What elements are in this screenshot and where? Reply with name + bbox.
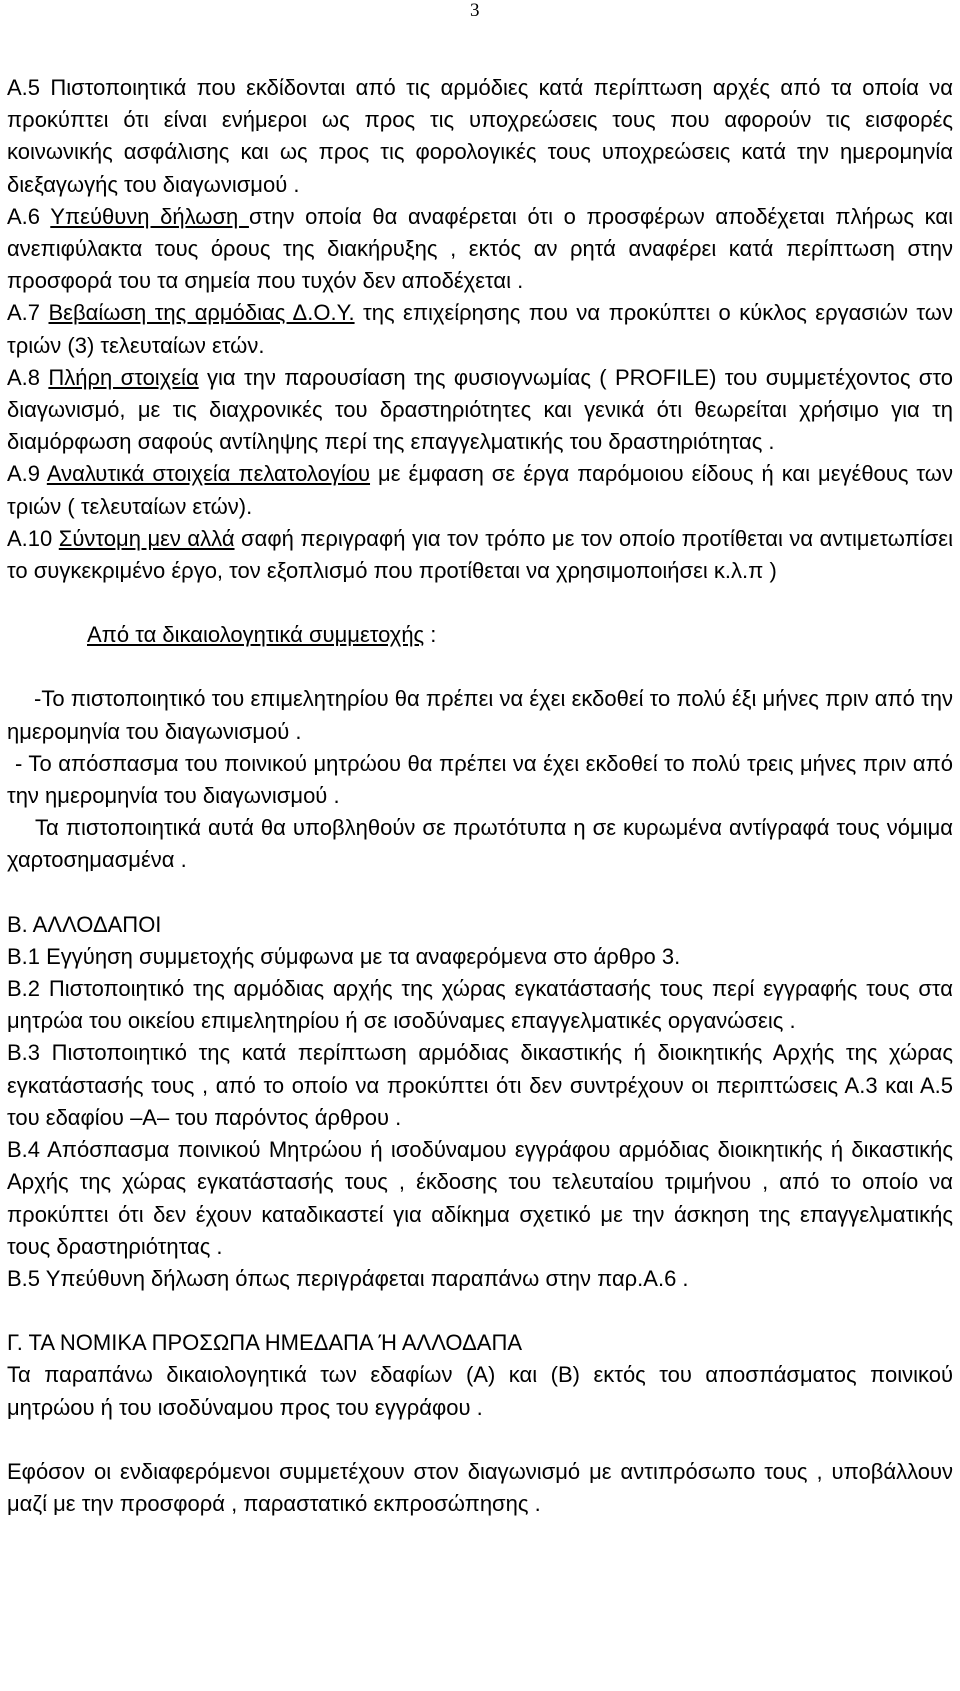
item-a10 <box>7 523 953 587</box>
item-b3: Β.3 Πιστοποιητικό της κατά περίπτωση αρμόδιας δικαστικής ή διοικητικής Αρχής της χώρας εγκατάστασής τους , από το οποίο να προκύπτει ότι δεν συντρέχουν οι περιπτώσεις Α.3 και Α.5 του εδαφίου –Α– του παρόντος άρθρου . <box>7 1040 953 1130</box>
item-b1: Β.1 Εγγύηση συμμετοχής σύμφωνα με τα αναφερόμενα στο άρθρο 3. <box>7 943 681 969</box>
item-text: για την παρουσίαση της φυσιογνωμίας ( PROFILE) του συμμετέχοντος στο διαγωνισμό, με τις διαχρονικές του δραστηριότητες και γενικά ότι θεωρείται χρήσιμο για τη διαμόρφωση σαφούς αντίληψης περί της επαγγελματικής του δραστηριότητας . <box>7 364 953 455</box>
section-c-text: Τα παραπάνω δικαιολογητικά των εδαφίων (Α) και (Β) εκτός του αποσπάσματος ποινικού μητρώου ή του ισοδύναμου προς του εγγράφου . <box>7 1362 953 1420</box>
item-a9 <box>7 458 953 522</box>
item-underlined-text: Βεβαίωση της αρμόδιας Δ.Ο.Υ. <box>48 300 355 326</box>
item-a7 <box>7 297 953 361</box>
item-b2: Β.2 Πιστοποιητικό της αρμόδιας αρχής της χώρας εγκατάστασής τους περί εγγραφής τους στα μητρώα του οικείου επιμελητηρίου ή σε ισοδύναμες επαγγελματικές οργανώσεις . <box>7 976 953 1034</box>
item-a6 <box>7 201 953 298</box>
supporting-documents-heading <box>7 619 953 651</box>
item-number: Α.8 <box>7 364 41 390</box>
item-b4: Β.4 Απόσπασμα ποινικού Μητρώου ή ισοδύναμου εγγράφου αρμόδιας διοικητικής ή δικαστικής Αρχής της χώρας εγκατάστασής τους , έκδοσης του τελευταίου τριμήνου , από το οποίο να προκύπτει ότι δεν έχουν καταδικαστεί για αδίκημα σχετικό με την άσκηση της επαγγελματικής τους δραστηριότητας . <box>7 1137 953 1259</box>
spacer <box>7 1295 953 1327</box>
item-underlined-text: Υπεύθυνη δήλωση <box>50 203 249 229</box>
item-underlined-text: Πλήρη στοιχεία <box>48 364 199 390</box>
item-text: με έμφαση σε έργα παρόμοιου είδους ή και μεγέθους των τριών ( τελευταίων ετών). <box>7 461 953 519</box>
document-body <box>7 72 953 1520</box>
spacer <box>7 877 953 909</box>
heading-suffix: : <box>424 622 437 648</box>
item-number: Α.10 <box>7 525 53 551</box>
item-underlined-text: Σύντομη μεν αλλά <box>58 525 235 551</box>
item-number: Α.7 <box>7 300 41 326</box>
item-number: Α.5 <box>7 75 41 100</box>
section-b-title: Β. ΑΛΛΟΔΑΠΟΙ <box>7 911 162 937</box>
item-number: Α.9 <box>7 461 41 487</box>
item-text: της επιχείρησης που να προκύπτει ο κύκλος εργασιών των τριών (3) τελευταίων ετών. <box>7 300 953 358</box>
spacer <box>7 651 953 683</box>
item-text: Πιστοποιητικά που εκδίδονται από τις αρμόδιες κατά περίπτωση αρχές από τα οποία να προκύπτει ότι είναι ενήμεροι ως προς τις υποχρεώσεις τους που αφορούν τις εισφορές κοινωνικής ασφάλισης και ως προς τις φορολογικές τους υποχρεώσεις κατά την ημερομηνία διεξαγωγής του διαγωνισμού . <box>7 75 953 197</box>
item-a5 <box>7 72 953 201</box>
note-certified-copies: Τα πιστοποιητικά αυτά θα υποβληθούν σε πρωτότυπα η σε κυρωμένα αντίγραφά τους νόμιμα χαρτοσημασμένα . <box>7 815 953 873</box>
note-chamber-certificate: -Το πιστοποιητικό του επιμελητηρίου θα πρέπει να έχει εκδοθεί το πολύ έξι μήνες πριν από την ημερομηνία του διαγωνισμού . <box>7 686 953 744</box>
section-c-title: Γ. ΤΑ ΝΟΜΙΚΑ ΠΡΟΣΩΠΑ ΗΜΕΔΑΠΑ Ή ΑΛΛΟΔΑΠΑ <box>7 1330 523 1356</box>
spacer <box>7 1424 953 1456</box>
heading-underlined-text: Από τα δικαιολογητικά συμμετοχής <box>87 622 425 648</box>
spacer <box>7 587 953 619</box>
item-underlined-text: Αναλυτικά στοιχεία πελατολογίου <box>46 461 371 487</box>
note-criminal-record: - Το απόσπασμα του ποινικού μητρώου θα πρέπει να έχει εκδοθεί το πολύ τρεις μήνες πριν από την ημερομηνία του διαγωνισμού . <box>7 750 953 809</box>
item-text: σαφή περιγραφή για τον τρόπο με τον οποίο προτίθεται να αντιμετωπίσει το συγκεκριμένο έργο, τον εξοπλισμό που προτίθεται να χρησιμοποιήσει κ.λ.π ) <box>7 525 953 584</box>
item-number: Α.6 <box>7 203 41 229</box>
item-a8 <box>7 362 953 459</box>
item-text: στην οποία θα αναφέρεται ότι ο προσφέρων αποδέχεται πλήρως και ανεπιφύλακτα τους όρους της διακήρυξης , εκτός αν ρητά αναφέρει κατά περίπτωση στην προσφορά του τα σημεία που τυχόν δεν αποδέχεται . <box>7 203 953 294</box>
page-number: 3 <box>470 0 480 21</box>
closing-paragraph: Εφόσον οι ενδιαφερόμενοι συμμετέχουν στον διαγωνισμό με αντιπρόσωπο τους , υποβάλλουν μαζί με την προσφορά , παραστατικό εκπροσώπησης . <box>7 1458 953 1516</box>
item-b5: Β.5 Υπεύθυνη δήλωση όπως περιγράφεται παραπάνω στην παρ.Α.6 . <box>7 1265 689 1291</box>
